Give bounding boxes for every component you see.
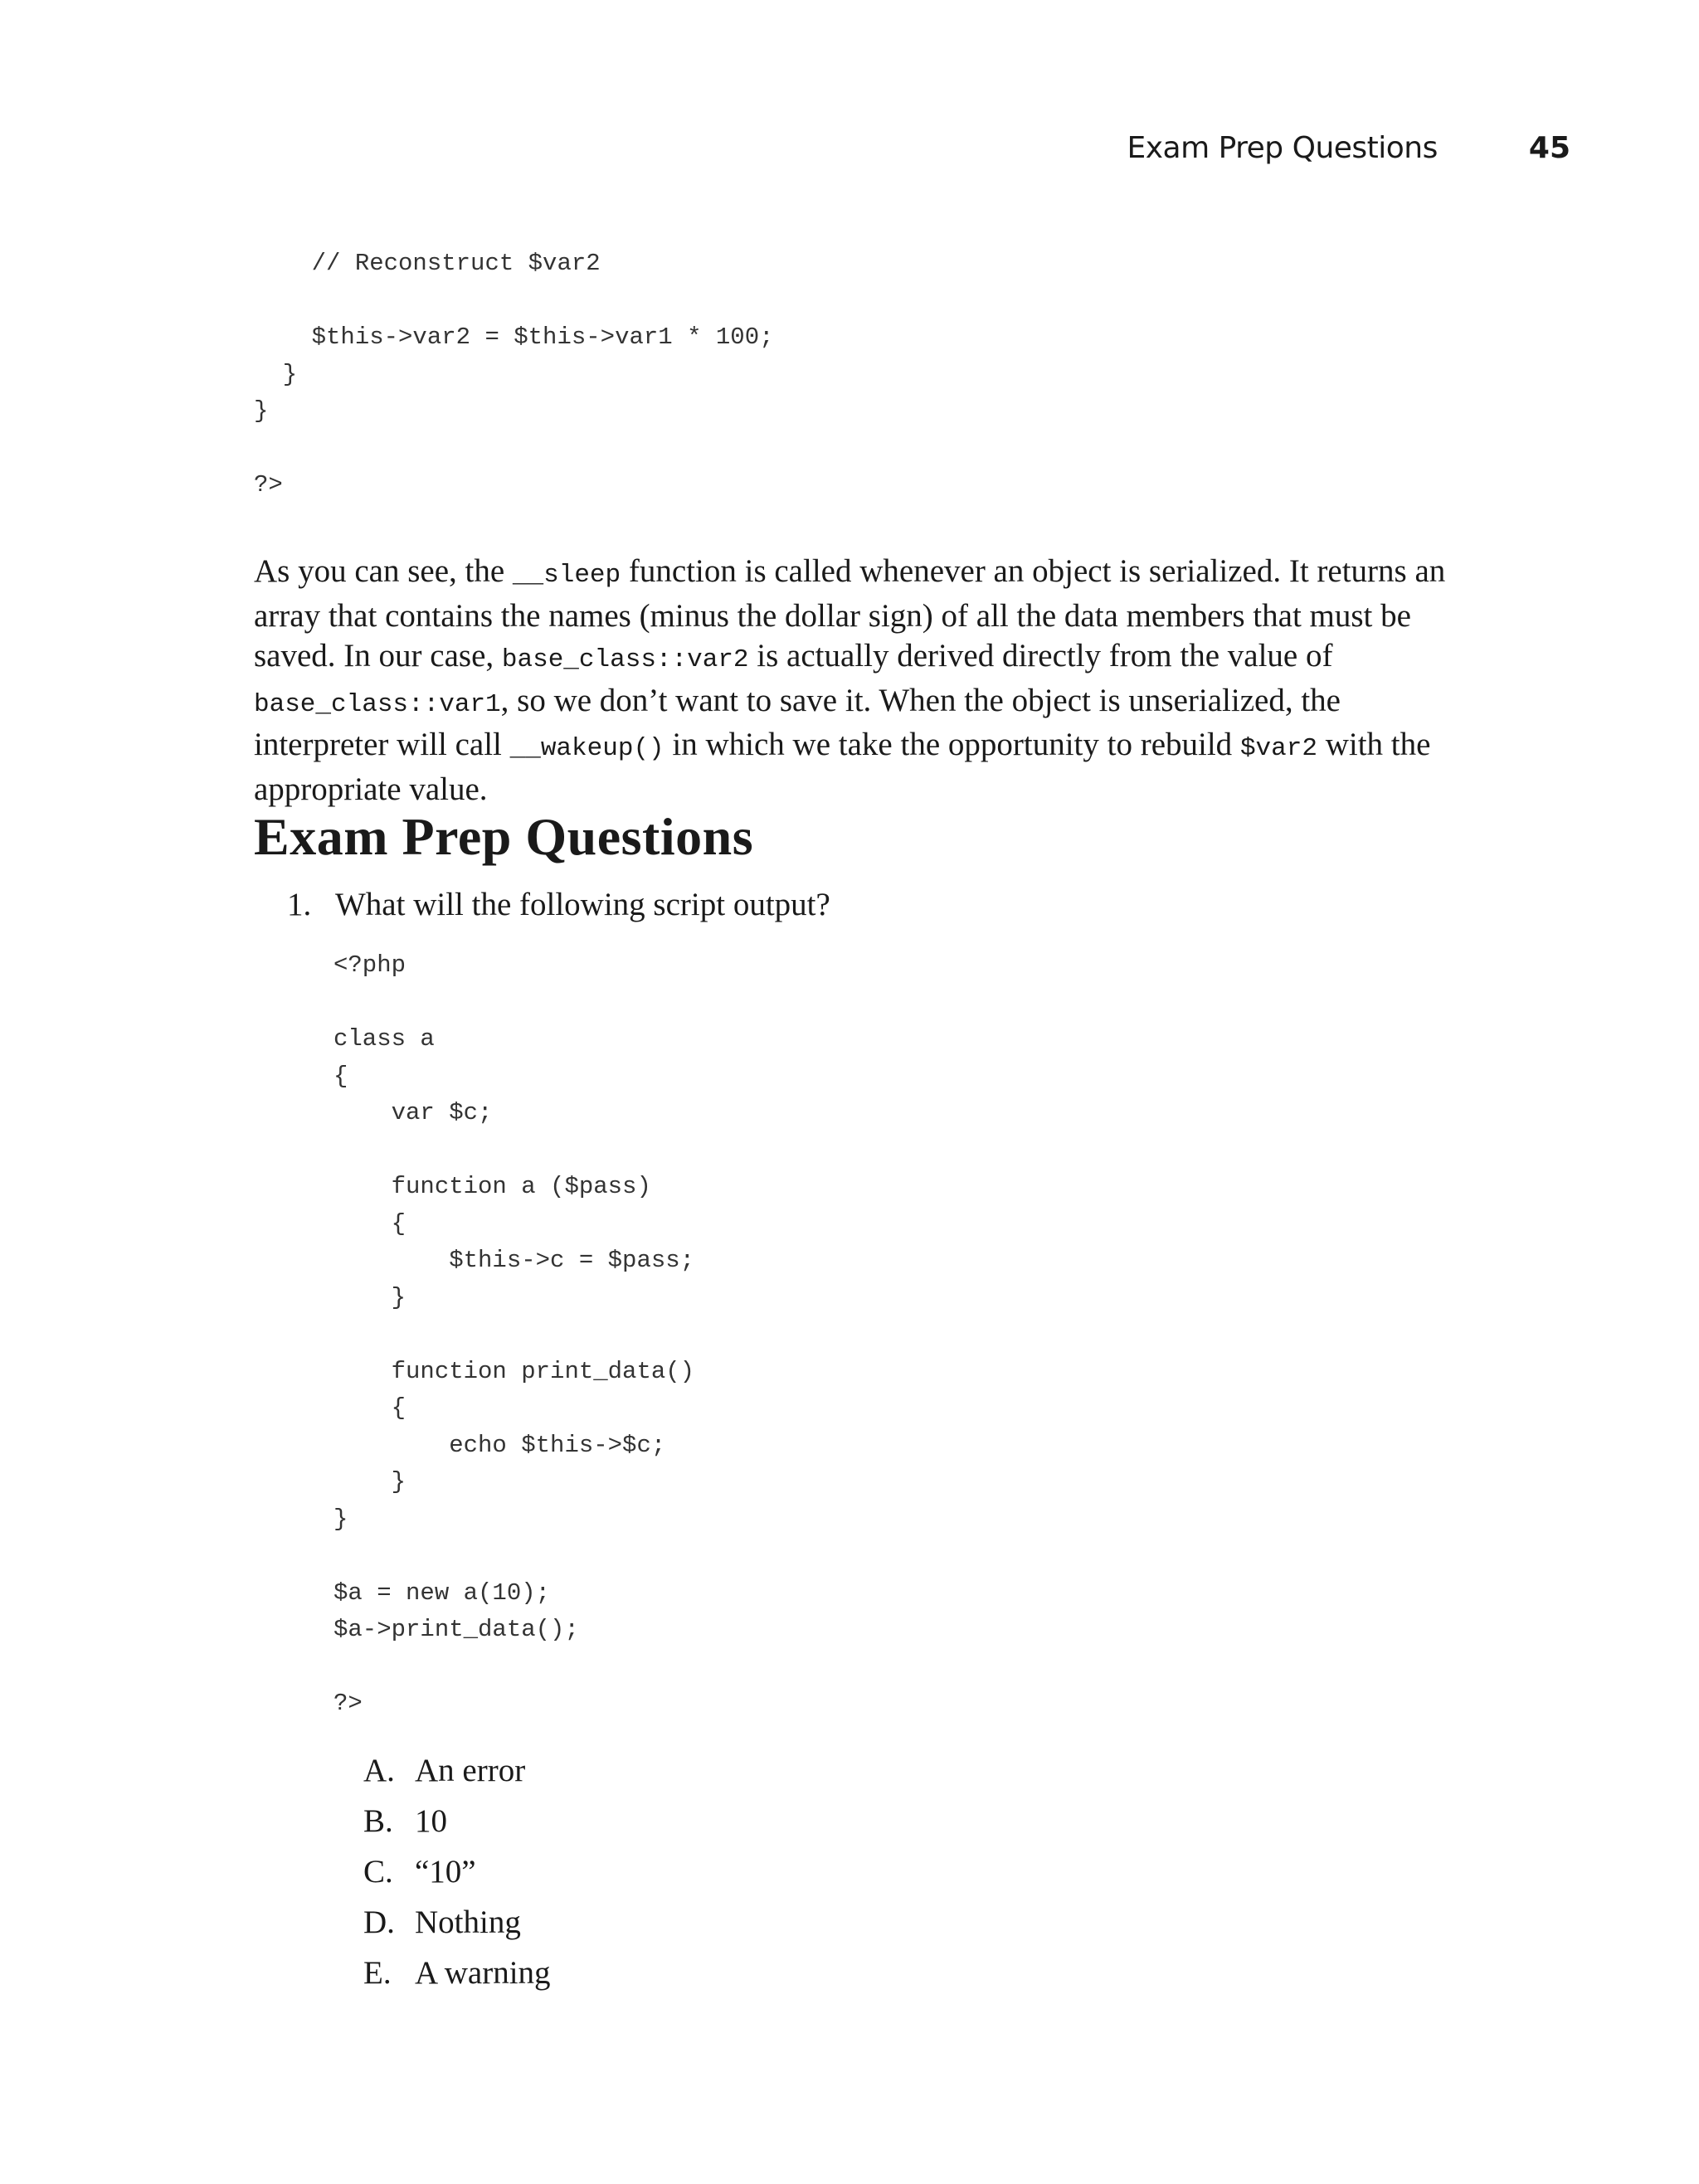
answer-option-d xyxy=(363,1897,551,1948)
page-number: 45 xyxy=(1528,131,1570,165)
answer-option-e xyxy=(363,1948,551,1998)
paragraph-text: is actually derived directly from the value of xyxy=(748,638,1333,674)
code-listing-continued: // Reconstruct $var2 $this->var2 = $this->var1 * 100; } } ?> xyxy=(254,250,774,499)
option-letter: A. xyxy=(363,1753,395,1788)
answer-option-a xyxy=(363,1745,551,1796)
question-number: 1. xyxy=(287,887,312,922)
answer-options xyxy=(363,1745,551,1998)
paragraph-text: function is called whenever an object is serialized. It returns an array that contains the names (minus the dollar sign) of all the data members that must be saved. In our case, xyxy=(254,553,1446,674)
paragraph-text: As you can see, the xyxy=(254,553,513,589)
option-text: Nothing xyxy=(415,1904,521,1940)
option-letter: D. xyxy=(363,1904,395,1940)
option-text: 10 xyxy=(415,1803,447,1839)
option-text: “10” xyxy=(415,1854,476,1890)
running-head-title: Exam Prep Questions xyxy=(1127,131,1438,165)
section-heading: Exam Prep Questions xyxy=(254,807,754,866)
running-head xyxy=(1127,131,1570,165)
paragraph-text: in which we take the opportunity to rebuild xyxy=(664,727,1240,762)
option-text: A warning xyxy=(415,1955,551,1991)
inline-code-sleep: __sleep xyxy=(512,561,621,590)
inline-code-wakeup: __wakeup() xyxy=(509,734,665,763)
paragraph-text: with the appropriate value. xyxy=(254,727,1431,807)
question-1-code: <?php class a { var $c; function a ($pass) { $this->c = $pass; } function print_data() { echo $this->$c; } } $a = new a(10); $a->print_data(); ?> xyxy=(333,951,695,1717)
option-text: An error xyxy=(415,1753,526,1788)
option-letter: C. xyxy=(363,1854,393,1890)
explanation-paragraph xyxy=(254,552,1448,810)
inline-code-dollar-var2: $var2 xyxy=(1239,734,1317,763)
option-letter: B. xyxy=(363,1803,393,1839)
answer-option-b xyxy=(363,1796,551,1846)
answer-option-c xyxy=(363,1846,551,1897)
inline-code-var1: base_class::var1 xyxy=(254,689,501,719)
question-text: What will the following script output? xyxy=(335,887,830,922)
question-1 xyxy=(287,886,830,923)
inline-code-var2: base_class::var2 xyxy=(501,645,749,674)
option-letter: E. xyxy=(363,1955,392,1991)
paragraph-text: , so we don’t want to save it. When the object is unserialized, the interpreter will call xyxy=(254,682,1341,762)
